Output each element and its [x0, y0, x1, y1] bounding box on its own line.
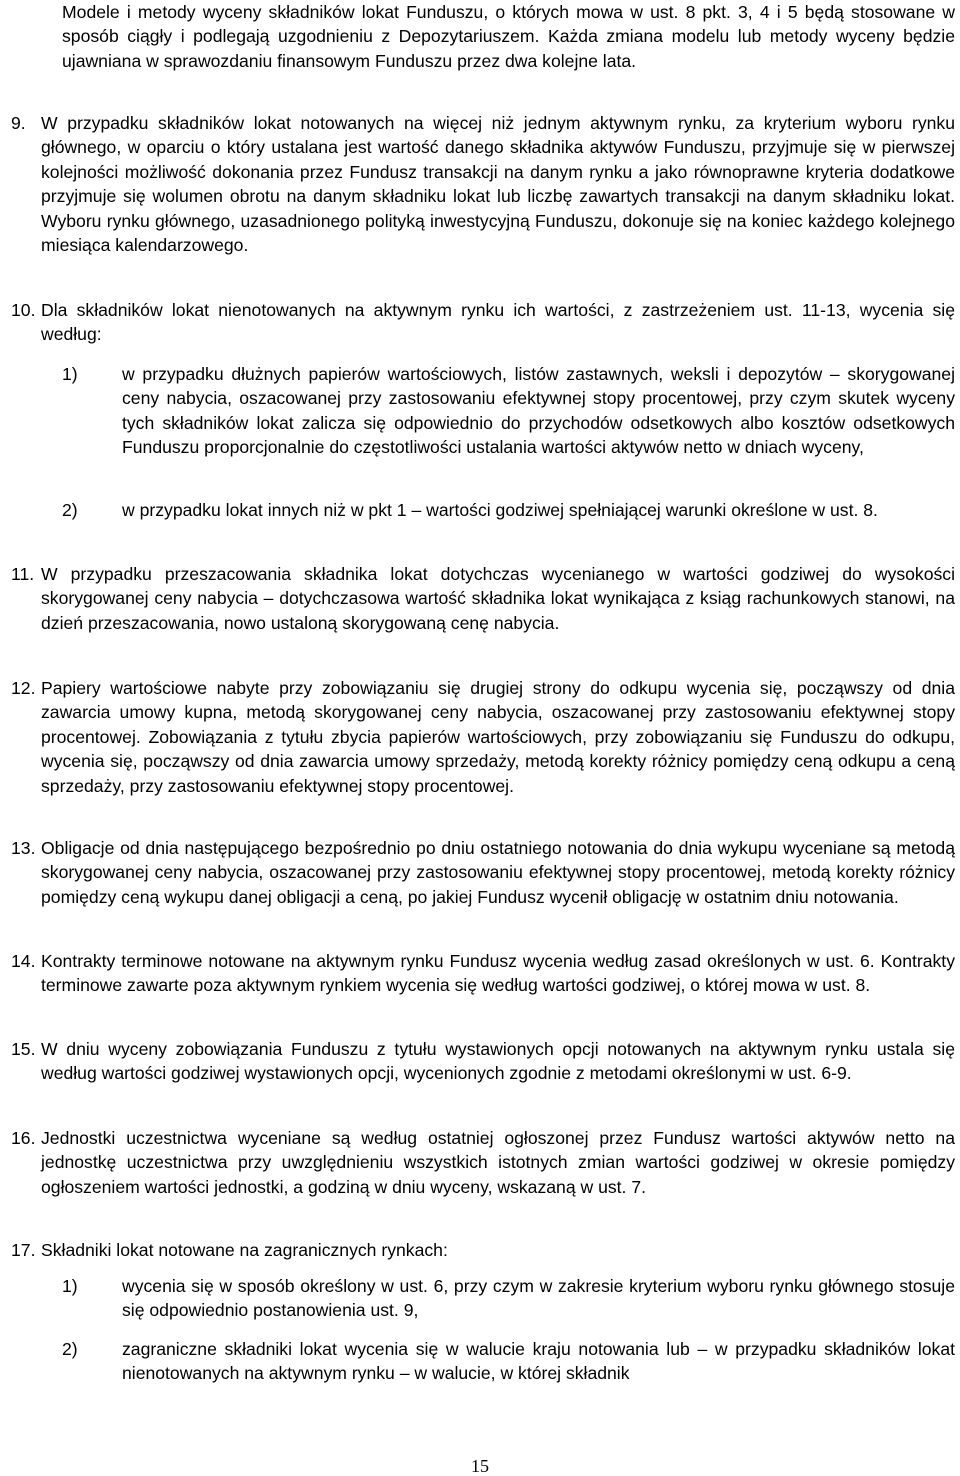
paragraph-11 — [11, 562, 955, 635]
paragraph-text: Kontrakty terminowe notowane na aktywnym rynku Fundusz wycenia według zasad określonych w ust. 6. Kontrakty terminowe zawarte poza aktywnym rynkiem wycenia się według wartości godziwej, o której mowa w ust. 8. — [41, 951, 955, 996]
page-number: 15 — [471, 1456, 489, 1476]
paragraph-number: 10. — [11, 300, 36, 320]
paragraph-17-point-2 — [62, 1337, 955, 1386]
point-number: 1) — [62, 1276, 78, 1296]
paragraph-17-point-1 — [62, 1274, 955, 1323]
point-text: wycenia się w sposób określony w ust. 6, przy czym w zakresie kryterium wyboru rynku głównego stosuje się odpowiednio postanowienia ust. 9, — [122, 1276, 955, 1321]
paragraph-text: Papiery wartościowe nabyte przy zobowiązaniu się drugiej strony do odkupu wycenia się, począwszy od dnia zawarcia umowy kupna, metodą skorygowanej ceny nabycia, oszacowanej przy zastosowaniu efektywnej stopy procentowej. Zobowiązania z tytułu zbycia papierów wartościowych, przy zobowiązaniu się Funduszu do odkupu, wycenia się, począwszy od dnia zawarcia umowy sprzedaży, metodą korekty różnicy pomiędzy ceną odkupu a ceną sprzedaży, przy zastosowaniu efektywnej stopy procentowej. — [41, 678, 955, 796]
paragraph-number: 16. — [11, 1128, 36, 1148]
paragraph-16 — [11, 1126, 955, 1199]
paragraph-number: 13. — [11, 838, 36, 858]
paragraph-number: 9. — [11, 113, 26, 133]
paragraph-number: 12. — [11, 678, 36, 698]
paragraph-number: 11. — [11, 564, 35, 584]
paragraph-10-point-2 — [62, 498, 955, 522]
point-text: zagraniczne składniki lokat wycenia się w walucie kraju notowania lub – w przypadku składników lokat nienotowanych na aktywnym rynku – w walucie, w której składnik — [122, 1339, 955, 1384]
paragraph-17 — [11, 1238, 955, 1262]
paragraph-14 — [11, 949, 955, 998]
paragraph-10-point-1 — [62, 362, 955, 460]
paragraph-15 — [11, 1037, 955, 1086]
point-text: w przypadku dłużnych papierów wartościowych, listów zastawnych, weksli i depozytów – skorygowanej ceny nabycia, oszacowanej przy zastosowaniu efektywnej stopy procentowej, przy czym skutek wyceny tych składników lokat zalicza się odpowiednio do przychodów odsetkowych albo kosztów odsetkowych Funduszu proporcjonalnie do częstotliwości ustalania wartości aktywów netto w dniach wyceny, — [122, 364, 955, 458]
paragraph-text: W przypadku składników lokat notowanych na więcej niż jednym aktywnym rynku, za kryterium wyboru rynku głównego, w oparciu o który ustalana jest wartość danego składnika aktywów Funduszu, przyjmuje się w pierwszej kolejności możliwość dokonania przez Fundusz transakcji na danym rynku a jako równoprawne kryteria dodatkowe przyjmuje się wolumen obrotu na danym składniku lokat lub liczbę zawartych transakcji na danym składniku lokat. Wyboru rynku głównego, uzasadnionego polityką inwestycyjną Funduszu, dokonuje się na koniec każdego kolejnego miesiąca kalendarzowego. — [41, 113, 955, 256]
paragraph-text: W przypadku przeszacowania składnika lokat dotychczas wycenianego w wartości godziwej do wysokości skorygowanej ceny nabycia – dotychczasowa wartość składnika lokat wynikająca z ksiąg rachunkowych stanowi, na dzień przeszacowania, nowo ustaloną skorygowaną cenę nabycia. — [41, 564, 955, 633]
paragraph-text: Jednostki uczestnictwa wyceniane są według ostatniej ogłoszonej przez Fundusz wartości aktywów netto na jednostkę uczestnictwa przy uwzględnieniu wszystkich istotnych zmian wartości godziwej w okresie pomiędzy ogłoszeniem wartości jednostki, a godziną w dniu wyceny, wskazaną w ust. 7. — [41, 1128, 955, 1197]
point-text: w przypadku lokat innych niż w pkt 1 – wartości godziwej spełniającej warunki określone w ust. 8. — [122, 500, 878, 520]
paragraph-text: Obligacje od dnia następującego bezpośrednio po dniu ostatniego notowania do dnia wykupu wyceniane są metodą skorygowanej ceny nabycia, oszacowanej przy zastosowaniu efektywnej stopy procentowej, metodą korekty różnicy pomiędzy ceną wykupu danej obligacji a ceną, po jakiej Fundusz wycenił obligację w ostatnim dniu notowania. — [41, 838, 955, 907]
paragraph-number: 15. — [11, 1039, 36, 1059]
paragraph-text: Składniki lokat notowane na zagranicznych rynkach: — [41, 1240, 448, 1260]
paragraph-13 — [11, 836, 955, 909]
intro-paragraph: Modele i metody wyceny składników lokat Funduszu, o których mowa w ust. 8 pkt. 3, 4 i 5 będą stosowane w sposób ciągły i podlegają uzgodnieniu z Depozytariuszem. Każda zmiana modelu lub metody wyceny będzie ujawniana w sprawozdaniu finansowym Funduszu przez dwa kolejne lata. — [62, 2, 955, 71]
paragraph-10 — [11, 298, 955, 347]
paragraph-text: Dla składników lokat nienotowanych na aktywnym rynku ich wartości, z zastrzeżeniem ust. 11-13, wycenia się według: — [41, 300, 955, 345]
point-number: 1) — [62, 364, 78, 384]
paragraph-12 — [11, 676, 955, 798]
paragraph-9 — [11, 111, 955, 257]
paragraph-number: 14. — [11, 951, 36, 971]
paragraph-text: W dniu wyceny zobowiązania Funduszu z tytułu wystawionych opcji notowanych na aktywnym rynku ustala się według wartości godziwej wystawionych opcji, wycenionych zgodnie z metodami określonymi w ust. 6-9. — [41, 1039, 955, 1084]
point-number: 2) — [62, 1339, 78, 1359]
paragraph-number: 17. — [11, 1240, 36, 1260]
point-number: 2) — [62, 500, 78, 520]
